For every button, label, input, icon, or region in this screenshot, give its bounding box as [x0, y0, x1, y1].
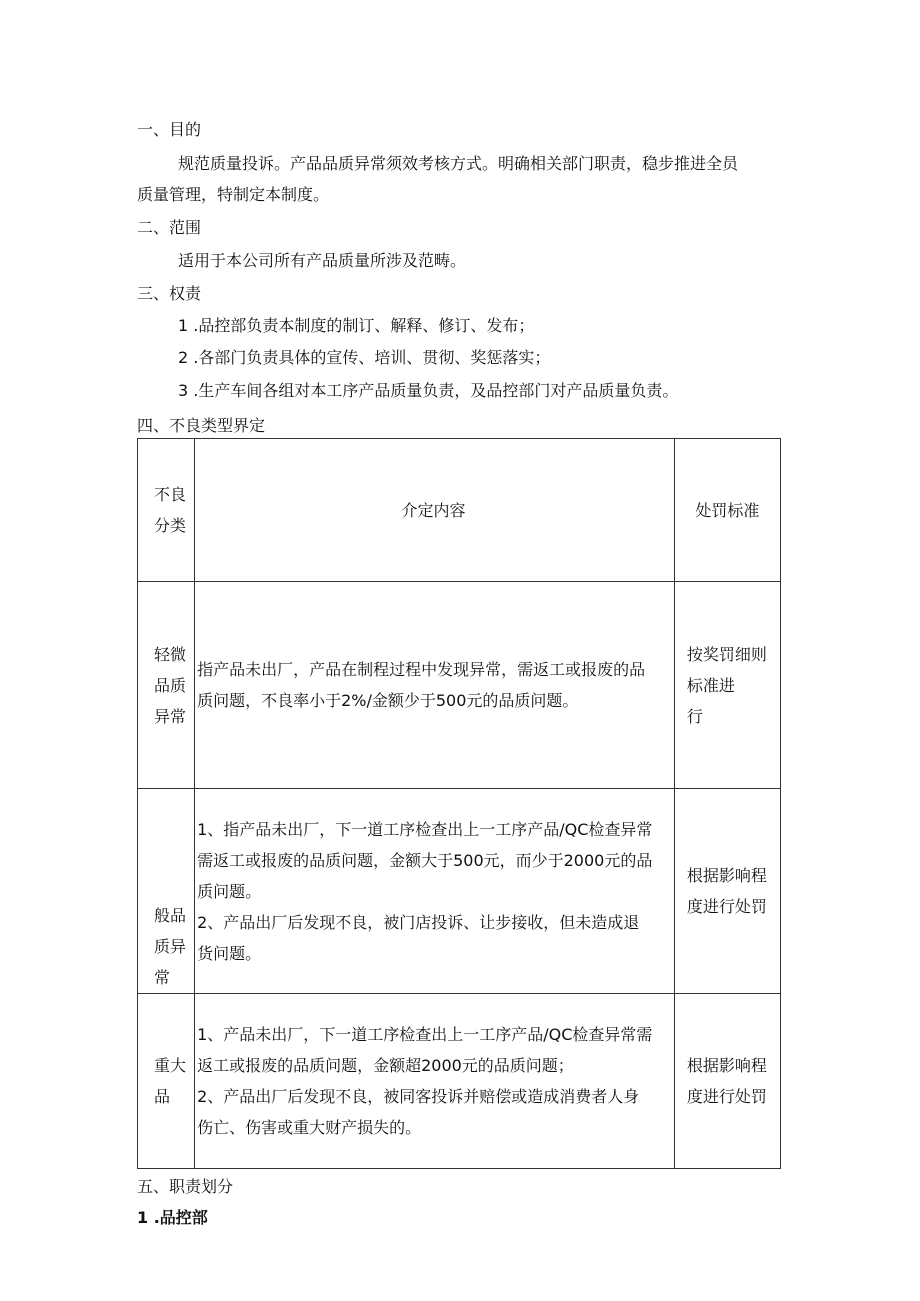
row-category-line: 品质 — [154, 675, 187, 695]
row-standard-line: 度进行处罚 — [686, 1087, 767, 1106]
header-category-line: 不良 — [154, 485, 187, 504]
row-definition-line: 伤亡、伤害或重大财产损失的。 — [197, 1118, 422, 1137]
row-definition-line: 2、产品出厂后发现不良，被同客投诉并赔偿或造成消费者人身 — [197, 1087, 640, 1106]
table-header-row — [138, 439, 781, 582]
row-standard-line: 根据影响程 — [686, 866, 767, 885]
table-row — [138, 582, 781, 789]
row-definition-line: 质问题，不良率小于2%/金额少于500元的品质问题。 — [197, 691, 579, 710]
row-definition-line: 2、产品出厂后发现不良，被门店投诉、让步接收，但未造成退 — [197, 912, 640, 932]
section-2-heading: 二、范围 — [137, 218, 202, 237]
row-standard-line: 度进行处罚 — [686, 897, 767, 916]
header-standard-cell: 处罚标准 — [674, 439, 780, 582]
section-5-heading: 五、职责划分 — [137, 1177, 234, 1196]
section-1-heading: 一、目的 — [137, 120, 202, 139]
row-definition-line: 货问题。 — [197, 943, 262, 963]
section-3-heading: 三、权责 — [137, 284, 202, 303]
row-definition-line: 返工或报废的品质问题，金额超2000元的品质问题； — [197, 1056, 574, 1075]
row-standard-cell — [674, 789, 780, 994]
row-standard-cell — [674, 994, 780, 1169]
row-category-line: 常 — [154, 968, 171, 987]
table-row — [138, 994, 781, 1169]
header-category-cell — [138, 439, 195, 582]
row-category-cell — [138, 994, 195, 1169]
defect-type-table — [137, 438, 781, 1169]
section-3-item-3: 3 .生产车间各组对本工序产品质量负责，及品控部门对产品质量负责。 — [178, 381, 679, 400]
header-category-line: 分类 — [154, 516, 187, 535]
row-standard-line: 行 — [686, 706, 703, 726]
row-category-line: 般品 — [154, 906, 187, 925]
section-1-paragraph-line-2: 质量管理，特制定本制度。 — [137, 185, 330, 204]
row-category-cell — [138, 789, 195, 994]
row-standard-line: 根据影响程 — [686, 1056, 767, 1075]
section-5-subheading-1: 1 .品控部 — [137, 1208, 208, 1227]
row-definition-cell — [195, 582, 675, 789]
row-category-line: 质异 — [154, 937, 187, 956]
row-standard-line: 标准进 — [686, 675, 735, 695]
section-2-paragraph: 适用于本公司所有产品质量所涉及范畴。 — [178, 251, 467, 270]
row-definition-line: 需返工或报废的品质问题，金额大于500元，而少于2000元的品 — [197, 850, 653, 870]
header-definition-cell: 介定内容 — [195, 439, 675, 582]
row-standard-cell — [674, 582, 780, 789]
section-3-item-2: 2 .各部门负责具体的宣传、培训、贯彻、奖惩落实； — [178, 348, 551, 367]
row-definition-cell — [195, 994, 675, 1169]
row-definition-cell — [195, 789, 675, 994]
section-3-item-1: 1 .品控部负责本制度的制订、解释、修订、发布； — [178, 316, 535, 335]
section-1-paragraph-line-1: 规范质量投诉。产品品质异常须效考核方式。明确相关部门职责，稳步推进全员 — [178, 154, 739, 173]
row-category-line: 轻微 — [154, 644, 187, 664]
row-category-line: 重大 — [154, 1056, 187, 1075]
row-definition-line: 指产品未出厂，产品在制程过程中发现异常，需返工或报废的品 — [197, 660, 646, 679]
section-4-heading: 四、不良类型界定 — [137, 416, 266, 435]
row-category-line: 品 — [154, 1087, 171, 1106]
row-definition-line: 1、指产品未出厂，下一道工序检查出上一工序产品/QC检查异常 — [197, 819, 653, 839]
table-row — [138, 789, 781, 994]
row-category-cell — [138, 582, 195, 789]
row-category-line: 异常 — [154, 706, 187, 726]
row-definition-line: 1、产品未出厂，下一道工序检查出上一工序产品/QC检查异常需 — [197, 1025, 653, 1044]
row-definition-line: 质问题。 — [197, 881, 262, 901]
row-standard-line: 按奖罚细则 — [686, 644, 767, 664]
